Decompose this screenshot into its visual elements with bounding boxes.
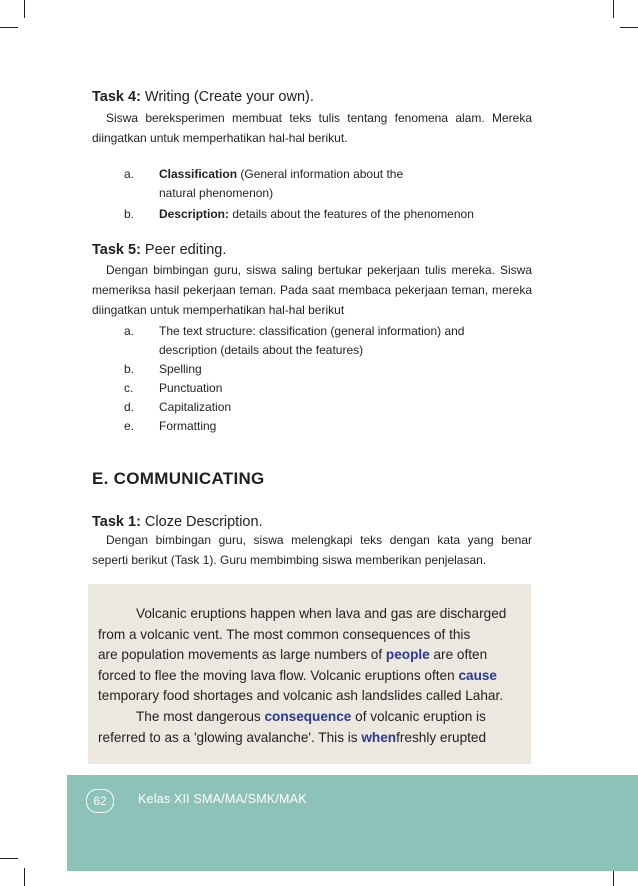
task5-heading	[92, 242, 226, 258]
task1-paragraph	[92, 530, 532, 570]
cloze-answer: consequence	[264, 708, 352, 724]
task4-paragraph	[92, 108, 532, 148]
list-text: The text structure: classification (general information) and	[159, 324, 465, 338]
task5-title: Peer editing.	[140, 242, 227, 258]
list-text: Capitalization	[159, 400, 232, 414]
task5-paragraph	[92, 260, 532, 320]
cloze-answer: people	[385, 647, 430, 663]
cloze-line: temporary food shortages and volcanic ash landslides called Lahar.	[98, 688, 504, 704]
list-item	[124, 379, 544, 398]
list-bold: Classification	[159, 167, 238, 181]
task1-body: Dengan bimbingan guru, siswa melengkapi teks dengan kata yang benar seperti berikut (Task 1). Guru membimbing siswa memberikan penjelasan.	[92, 533, 532, 567]
task4-label: Task 4:	[92, 89, 141, 105]
cloze-line: forced to flee the moving lava flow. Volcanic eruptions often cause	[98, 667, 497, 683]
list-letter: e.	[124, 419, 135, 433]
list-text: (General information about the	[237, 167, 404, 181]
task1-label: Task 1:	[92, 514, 141, 530]
section-heading: E. COMMUNICATING	[92, 469, 265, 488]
task1-title: Cloze Description.	[140, 514, 263, 530]
cloze-answer: cause	[458, 667, 497, 683]
task5-body: Dengan bimbingan guru, siswa saling bertukar pekerjaan tulis mereka. Siswa memeriksa hasil pekerjaan teman. Pada saat membaca pekerjaan teman, mereka diingatkan untuk memperhatikan hal-hal berikut	[92, 263, 532, 317]
page-footer	[67, 775, 638, 871]
cloze-line: from a volcanic vent. The most common consequences of this	[98, 626, 471, 642]
task4-title: Writing (Create your own).	[140, 89, 314, 105]
cloze-answer: when	[361, 729, 397, 745]
list-text: details about the features of the phenomenon	[229, 207, 474, 221]
list-letter: a.	[124, 167, 135, 181]
list-letter: a.	[124, 324, 135, 338]
list-text: natural phenomenon)	[159, 186, 274, 200]
cloze-line: referred to as a 'glowing avalanche'. This is whenfreshly erupted	[98, 729, 487, 745]
task1-heading	[92, 514, 263, 530]
list-letter: b.	[124, 207, 135, 221]
list-item	[124, 360, 544, 379]
page-number: 62	[86, 789, 114, 813]
list-item	[124, 398, 544, 417]
list-text: Formatting	[159, 419, 217, 433]
list-letter: d.	[124, 400, 135, 414]
list-item	[124, 417, 544, 436]
task4-body: Siswa bereksperimen membuat teks tulis tentang fenomena alam. Mereka diingatkan untuk memperhatikan hal-hal berikut.	[92, 111, 532, 145]
task5-label: Task 5:	[92, 242, 141, 258]
list-item	[124, 165, 544, 203]
cloze-line: The most dangerous consequence of volcanic eruption is	[136, 708, 486, 724]
list-letter: c.	[124, 381, 134, 395]
cloze-text-box	[88, 584, 531, 764]
footer-label: Kelas XII SMA/MA/SMK/MAK	[138, 792, 307, 806]
cloze-line: Volcanic eruptions happen when lava and gas are discharged	[136, 606, 507, 621]
list-letter: b.	[124, 362, 135, 376]
list-item	[124, 322, 544, 360]
list-text: Punctuation	[159, 381, 223, 395]
list-item	[124, 205, 544, 224]
task4-heading	[92, 89, 314, 105]
list-bold: Description:	[159, 207, 230, 221]
list-text: description (details about the features)	[159, 343, 364, 357]
cloze-line: are population movements as large numbers of people are often	[98, 647, 488, 663]
list-text: Spelling	[159, 362, 202, 376]
